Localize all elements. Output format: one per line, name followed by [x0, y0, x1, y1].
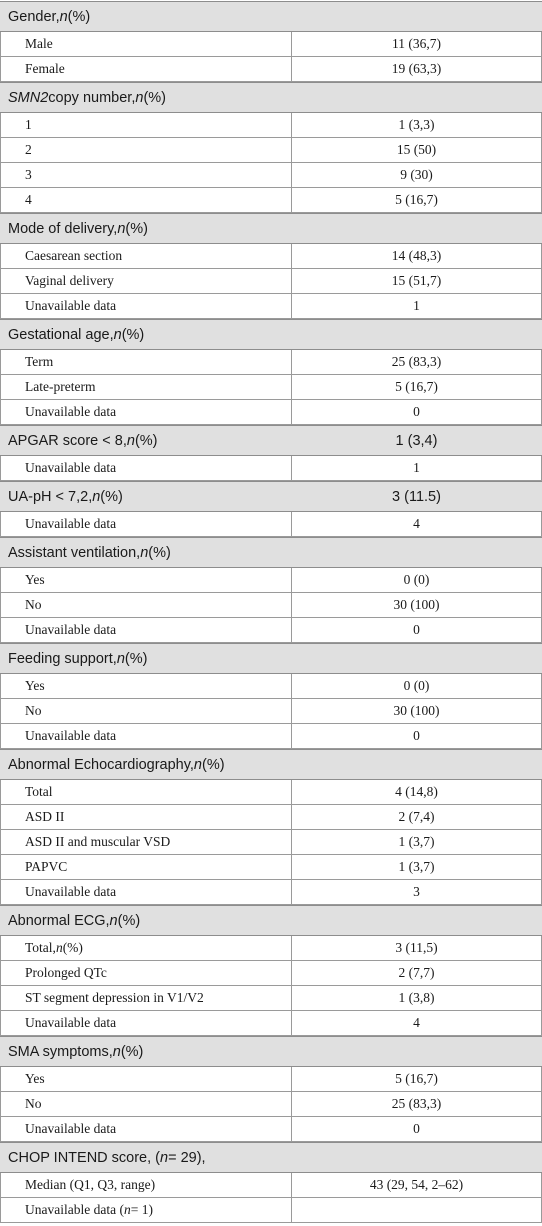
label-text: ST segment depression in V1/V2 [25, 990, 204, 1005]
row-label [25, 1067, 45, 1091]
section-label [8, 482, 123, 511]
label-text: Yes [25, 1071, 45, 1086]
section-value [291, 538, 542, 567]
row-label [25, 830, 170, 854]
table-row [0, 593, 542, 618]
label-text: n [113, 326, 122, 343]
row-label [25, 1173, 155, 1197]
label-text: Abnormal Echocardiography, [8, 756, 194, 773]
table-row [0, 188, 542, 213]
label-text: Total, [25, 940, 56, 955]
row-value: 0 [413, 1121, 420, 1136]
table-row [0, 269, 542, 294]
label-text: Prolonged QTc [25, 965, 107, 980]
row-value [292, 1198, 541, 1222]
label-text: Gender, [8, 8, 60, 25]
row-value: 2 (7,7) [398, 965, 435, 980]
section-label [8, 426, 158, 455]
section-header-row [0, 481, 542, 512]
section-header-row [0, 905, 542, 936]
row-label [25, 936, 83, 960]
label-text: (%) [120, 1043, 144, 1060]
table-row [0, 699, 542, 724]
table-row [0, 780, 542, 805]
label-text: n [126, 432, 135, 449]
row-label [25, 163, 32, 187]
row-value: 1 (3,8) [398, 990, 435, 1005]
label-text: 4 [25, 192, 32, 207]
label-text: n [109, 912, 118, 929]
row-value: 43 (29, 54, 2–62) [369, 1177, 464, 1192]
row-value: 4 [413, 1015, 420, 1030]
row-label [25, 375, 95, 399]
row-label [25, 674, 45, 698]
table-row [0, 163, 542, 188]
section-value [291, 214, 542, 243]
table-row [0, 855, 542, 880]
label-text: (%) [62, 940, 83, 955]
label-text: = 1) [130, 1202, 153, 1217]
table-row [0, 986, 542, 1011]
label-text: Unavailable data [25, 460, 117, 475]
section-value [291, 1037, 542, 1066]
section-label [8, 1037, 143, 1066]
section-header-row [0, 213, 542, 244]
row-label [25, 1092, 42, 1116]
label-text: n [92, 488, 101, 505]
section-value [291, 1143, 542, 1172]
row-value: 5 (16,7) [395, 1071, 438, 1086]
row-value: 19 (63,3) [391, 61, 442, 76]
table-row [0, 880, 542, 905]
label-text: PAPVC [25, 859, 68, 874]
label-text: (%) [117, 912, 141, 929]
row-label [25, 568, 45, 592]
label-text: (%) [124, 650, 148, 667]
label-text: Term [25, 354, 54, 369]
label-text: SMA symptoms, [8, 1043, 113, 1060]
row-value: 1 [413, 460, 420, 475]
label-text: Unavailable data [25, 728, 117, 743]
row-label [25, 294, 116, 318]
row-label [25, 1117, 116, 1141]
row-value: 3 [413, 884, 420, 899]
row-label [25, 855, 67, 879]
row-value: 0 [413, 404, 420, 419]
label-text: Mode of delivery, [8, 220, 118, 237]
section-value: 3 (11.5) [392, 488, 441, 505]
row-value: 14 (48,3) [391, 248, 442, 263]
table-row [0, 138, 542, 163]
row-label [25, 593, 42, 617]
section-label [8, 214, 148, 243]
label-text: Unavailable data [25, 404, 117, 419]
label-text: Unavailable data [25, 1121, 117, 1136]
label-text: Median (Q1, Q3, range) [25, 1177, 156, 1192]
table-row [0, 512, 542, 537]
row-label [25, 986, 204, 1010]
label-text: (%) [100, 488, 123, 505]
row-label [25, 724, 116, 748]
table-row [0, 1198, 542, 1223]
section-value [291, 2, 542, 31]
label-text: (%) [121, 326, 145, 343]
label-text: (%) [67, 8, 91, 25]
table-row [0, 936, 542, 961]
table-row [0, 113, 542, 138]
label-text: Unavailable data [25, 884, 117, 899]
table-row [0, 456, 542, 481]
label-text: n [123, 1202, 131, 1217]
table-row [0, 32, 542, 57]
row-value: 15 (50) [396, 142, 437, 157]
table-row [0, 618, 542, 643]
table-row [0, 674, 542, 699]
label-text: n [112, 1043, 121, 1060]
label-text: Assistant ventilation, [8, 544, 141, 561]
label-text: Female [25, 61, 65, 76]
section-header-row [0, 537, 542, 568]
label-text: Feeding support, [8, 650, 117, 667]
row-value: 4 (14,8) [395, 784, 438, 799]
label-text: UA-pH < 7,2, [8, 488, 93, 505]
label-text: Gestational age, [8, 326, 114, 343]
row-label [25, 456, 116, 480]
section-value [291, 750, 542, 779]
row-label [25, 618, 116, 642]
label-text: Unavailable data [25, 516, 117, 531]
row-label [25, 1198, 153, 1222]
label-text: No [25, 1096, 42, 1111]
label-text: CHOP INTEND score, ( [8, 1149, 161, 1166]
label-text: n [117, 220, 126, 237]
label-text: Unavailable data [25, 622, 117, 637]
row-value: 1 [413, 298, 420, 313]
label-text: Male [25, 36, 53, 51]
label-text: (%) [134, 432, 158, 449]
row-value: 9 (30) [400, 167, 433, 182]
label-text: ASD II [25, 809, 65, 824]
row-value: 2 (7,4) [398, 809, 435, 824]
table-row [0, 1117, 542, 1142]
section-header-row [0, 82, 542, 113]
label-text: Caesarean section [25, 248, 123, 263]
section-header-row [0, 425, 542, 456]
table-row [0, 375, 542, 400]
label-text: Total [25, 784, 53, 799]
row-label [25, 269, 114, 293]
row-value: 30 (100) [393, 597, 440, 612]
table-row [0, 1011, 542, 1036]
label-text: No [25, 703, 42, 718]
row-label [25, 400, 116, 424]
row-value: 3 (11,5) [395, 940, 438, 955]
section-value [291, 320, 542, 349]
row-value: 25 (83,3) [391, 354, 442, 369]
section-label [8, 538, 171, 567]
label-text: Unavailable data [25, 298, 117, 313]
table-row [0, 724, 542, 749]
row-label [25, 805, 64, 829]
table-row [0, 830, 542, 855]
section-label [8, 750, 225, 779]
section-header-row [0, 1036, 542, 1067]
row-value: 5 (16,7) [395, 379, 438, 394]
row-label [25, 57, 65, 81]
label-text: (%) [202, 756, 225, 773]
row-value: 5 (16,7) [395, 192, 438, 207]
section-header-row [0, 1, 542, 32]
label-text: 1 [25, 117, 32, 132]
row-value: 0 [413, 622, 420, 637]
label-text: ASD II and muscular VSD [25, 834, 171, 849]
label-text: Unavailable data [25, 1015, 117, 1030]
label-text: Yes [25, 678, 45, 693]
row-label [25, 350, 53, 374]
label-text: Vaginal delivery [25, 273, 114, 288]
label-text: copy number, [48, 89, 136, 106]
row-label [25, 780, 53, 804]
label-text: No [25, 597, 42, 612]
row-label [25, 188, 32, 212]
row-label [25, 699, 42, 723]
section-label [8, 2, 90, 31]
row-value: 0 (0) [403, 572, 430, 587]
row-value: 0 [413, 728, 420, 743]
label-text: n [140, 544, 149, 561]
table-row [0, 1092, 542, 1117]
section-value [291, 83, 542, 112]
row-label [25, 244, 122, 268]
label-text: n [193, 756, 202, 773]
table-row [0, 805, 542, 830]
label-text: n [116, 650, 125, 667]
table-row [0, 400, 542, 425]
section-label [8, 1143, 206, 1172]
row-value: 11 (36,7) [392, 36, 441, 51]
label-text: = 29), [168, 1149, 206, 1166]
table-row [0, 961, 542, 986]
label-text: SMN2 [8, 89, 49, 106]
section-header-row [0, 319, 542, 350]
label-text: 2 [25, 142, 32, 157]
row-value: 25 (83,3) [391, 1096, 442, 1111]
label-text: n [160, 1149, 169, 1166]
table-row [0, 1173, 542, 1198]
section-label [8, 320, 144, 349]
section-header-row [0, 749, 542, 780]
label-text: n [59, 8, 68, 25]
row-value: 30 (100) [393, 703, 440, 718]
section-value [291, 906, 542, 935]
label-text: Late-preterm [25, 379, 96, 394]
label-text: Unavailable data ( [25, 1202, 124, 1217]
row-label [25, 1011, 116, 1035]
label-text: (%) [143, 89, 166, 106]
section-value [291, 644, 542, 673]
row-value: 1 (3,3) [398, 117, 435, 132]
table-row [0, 568, 542, 593]
row-value: 1 (3,7) [398, 859, 435, 874]
row-label [25, 138, 32, 162]
row-label [25, 880, 116, 904]
label-text: APGAR score < 8, [8, 432, 127, 449]
label-text: (%) [148, 544, 171, 561]
section-value: 1 (3,4) [395, 432, 438, 449]
row-value: 15 (51,7) [391, 273, 442, 288]
label-text: (%) [125, 220, 148, 237]
label-text: Yes [25, 572, 45, 587]
label-text: 3 [25, 167, 32, 182]
section-label [8, 644, 147, 673]
table-row [0, 244, 542, 269]
label-text: n [135, 89, 144, 106]
section-label [8, 906, 140, 935]
table-row [0, 1067, 542, 1092]
table-row [0, 57, 542, 82]
section-header-row [0, 1142, 542, 1173]
row-label [25, 512, 116, 536]
row-label [25, 113, 32, 137]
table-row [0, 294, 542, 319]
row-label [25, 32, 53, 56]
label-text: n [55, 940, 63, 955]
section-header-row [0, 643, 542, 674]
row-value: 1 (3,7) [398, 834, 435, 849]
row-value: 0 (0) [403, 678, 430, 693]
section-label [8, 83, 166, 112]
row-value: 4 [413, 516, 420, 531]
row-label [25, 961, 107, 985]
table-row [0, 350, 542, 375]
label-text: Abnormal ECG, [8, 912, 110, 929]
